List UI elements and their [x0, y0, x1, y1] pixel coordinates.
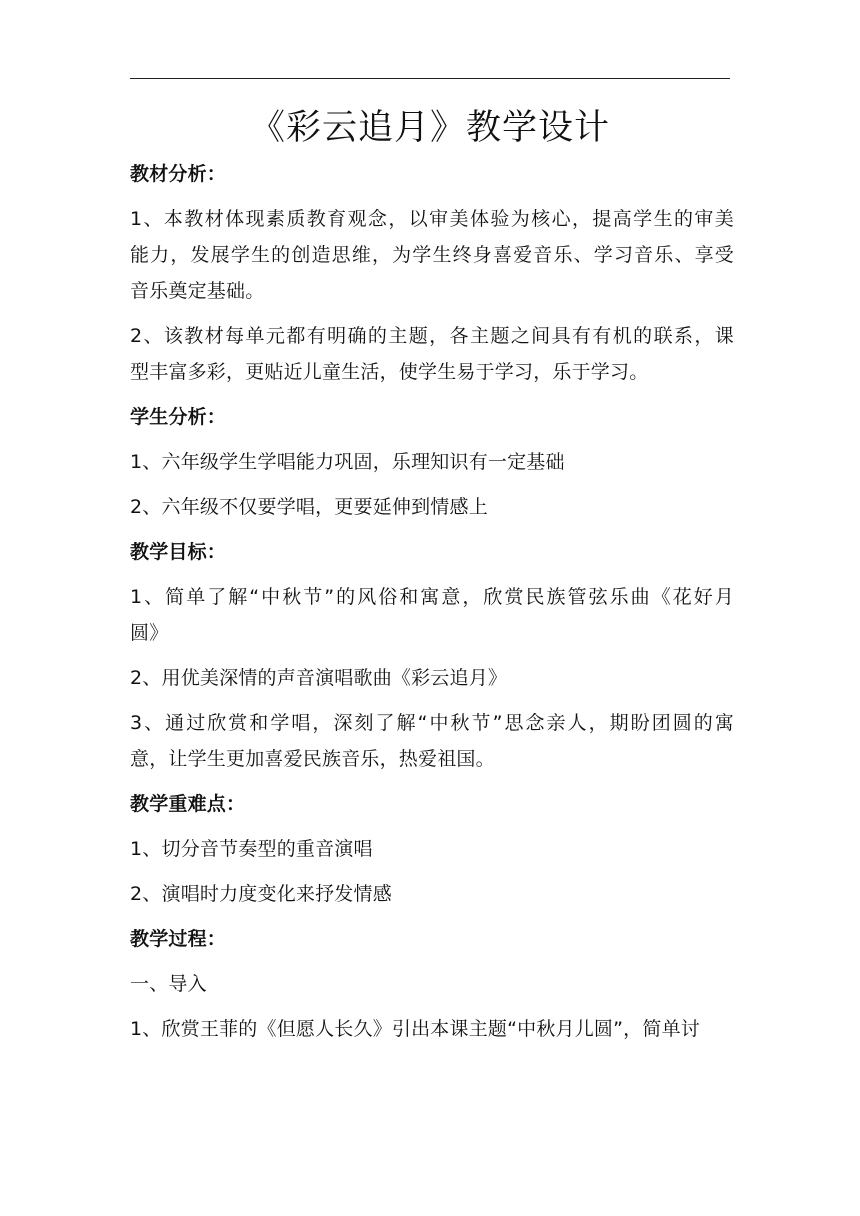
- paragraph-line: 2、六年级不仅要学唱，更要延伸到情感上: [130, 496, 488, 518]
- section-heading: 教学目标：: [130, 541, 227, 563]
- paragraph-line: 2、该教材每单元都有明确的主题，各主题之间具有有机的联系，课: [130, 325, 734, 347]
- paragraph-line: 2、用优美深情的声音演唱歌曲《彩云追月》: [130, 667, 508, 689]
- paragraph-line: 1、欣赏王菲的《但愿人长久》引出本课主题“中秋月儿圆”，简单讨: [130, 1018, 700, 1040]
- section-heading: 教学过程：: [130, 928, 227, 950]
- paragraph-line: 1、六年级学生学唱能力巩固，乐理知识有一定基础: [130, 451, 565, 473]
- paragraph-line: 型丰富多彩，更贴近儿童生活，使学生易于学习，乐于学习。: [130, 361, 649, 383]
- section-heading: 学生分析：: [130, 406, 227, 428]
- paragraph-line: 一、导入: [130, 973, 207, 995]
- paragraph-line: 能力，发展学生的创造思维，为学生终身喜爱音乐、学习音乐、享受: [130, 244, 734, 266]
- paragraph-line: 1、切分音节奏型的重音演唱: [130, 838, 373, 860]
- paragraph-line: 1、简单了解“中秋节”的风俗和寓意，欣赏民族管弦乐曲《花好月: [130, 586, 734, 608]
- paragraph-line: 圆》: [130, 622, 169, 644]
- header-rule: [130, 78, 730, 79]
- paragraph-line: 1、本教材体现素质教育观念，以审美体验为核心，提高学生的审美: [130, 208, 734, 230]
- paragraph-line: 音乐奠定基础。: [130, 280, 265, 302]
- paragraph-line: 2、演唱时力度变化来抒发情感: [130, 883, 392, 905]
- document-body: [130, 156, 734, 1056]
- section-heading: 教材分析：: [130, 163, 227, 185]
- paragraph-line: 意，让学生更加喜爱民族音乐，热爱祖国。: [130, 748, 495, 770]
- document-title: 《彩云追月》教学设计: [249, 108, 610, 148]
- paragraph-line: 3、通过欣赏和学唱，深刻了解“中秋节”思念亲人，期盼团圆的寓: [130, 712, 734, 734]
- section-heading: 教学重难点：: [130, 793, 246, 815]
